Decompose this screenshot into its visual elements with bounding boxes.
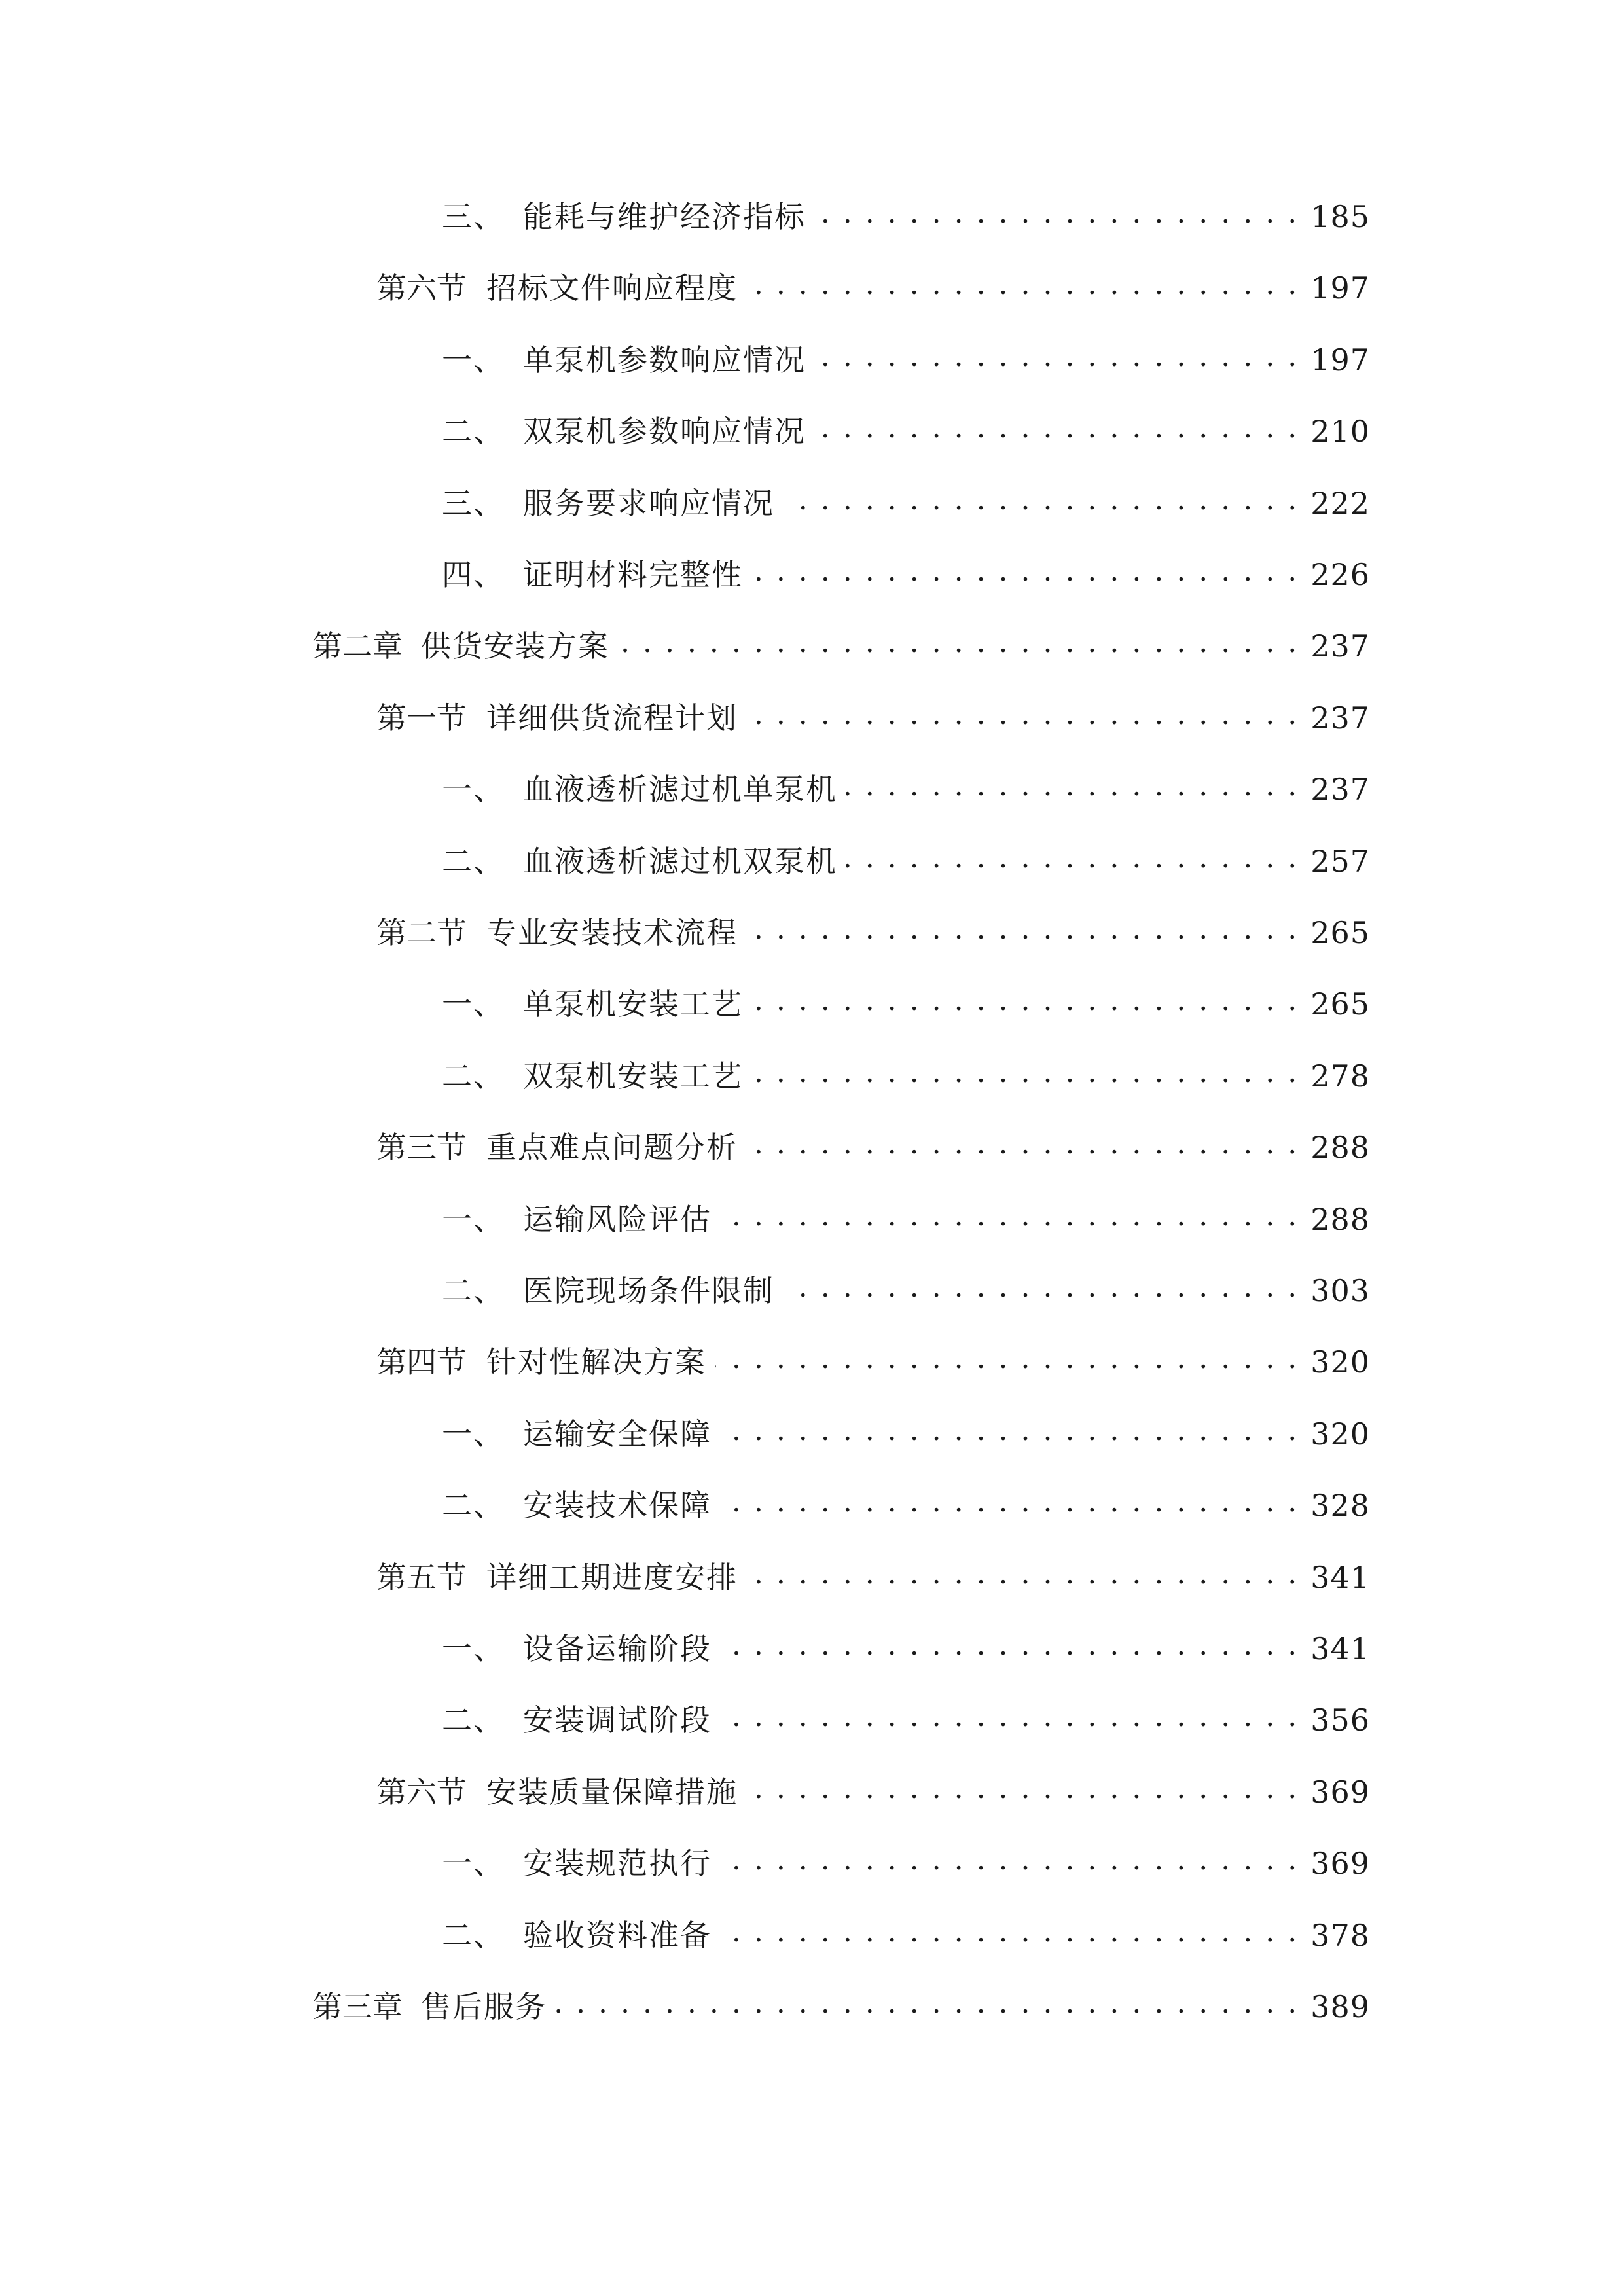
toc-entry-prefix: 第五节	[376, 1560, 467, 1595]
toc-entry-section[interactable]	[376, 682, 1370, 754]
toc-entry-title: 验收资料准备	[523, 1918, 712, 1953]
toc-entry-chapter[interactable]	[312, 1971, 1370, 2043]
toc-entry-item[interactable]	[442, 1899, 1370, 1971]
toc-entry-prefix: 四、	[442, 557, 505, 592]
toc-entry-prefix: 第六节	[376, 270, 467, 306]
toc-entry-page-number: 237	[1310, 772, 1370, 807]
toc-entry-page-number: 257	[1310, 844, 1370, 879]
toc-dot-leader	[715, 1347, 1299, 1377]
toc-entry-title: 医院现场条件限制	[523, 1273, 774, 1308]
toc-entry-page-number: 265	[1310, 986, 1370, 1022]
toc-entry-page-number: 222	[1310, 486, 1370, 521]
toc-entry-item[interactable]	[442, 467, 1370, 539]
toc-entry-item[interactable]	[442, 1040, 1370, 1112]
toc-dot-leader	[815, 345, 1299, 375]
toc-dot-leader	[747, 273, 1299, 303]
toc-entry-page-number: 288	[1310, 1130, 1370, 1165]
toc-entry-prefix: 一、	[442, 342, 505, 378]
toc-entry-title: 安装规范执行	[523, 1846, 712, 1881]
toc-entry-page-number: 389	[1310, 1989, 1370, 2024]
toc-entry-item[interactable]	[442, 968, 1370, 1040]
toc-entry-item[interactable]	[442, 395, 1370, 467]
toc-dot-leader	[747, 1132, 1299, 1162]
toc-entry-prefix: 三、	[442, 486, 505, 521]
toc-entry-prefix: 第二章	[312, 628, 403, 664]
toc-entry-title: 供货安装方案	[421, 628, 609, 664]
toc-entry-section[interactable]	[376, 252, 1370, 324]
toc-entry-page-number: 237	[1310, 628, 1370, 664]
toc-dot-leader	[846, 774, 1299, 804]
toc-entry-page-number: 185	[1310, 199, 1370, 234]
toc-entry-page-number: 369	[1310, 1846, 1370, 1881]
toc-dot-leader	[747, 918, 1299, 948]
toc-entry-page-number: 288	[1310, 1202, 1370, 1237]
toc-entry-page-number: 378	[1310, 1918, 1370, 1953]
toc-entry-item[interactable]	[442, 1613, 1370, 1685]
toc-entry-section[interactable]	[376, 1541, 1370, 1613]
toc-entry-page-number: 278	[1310, 1058, 1370, 1094]
toc-entry-page-number: 341	[1310, 1560, 1370, 1595]
toc-entry-page-number: 197	[1310, 270, 1370, 306]
toc-entry-section[interactable]	[376, 1756, 1370, 1828]
toc-entry-page-number: 328	[1310, 1488, 1370, 1523]
toc-entry-prefix: 二、	[442, 414, 505, 449]
toc-entry-prefix: 第四节	[376, 1344, 467, 1380]
toc-entry-page-number: 341	[1310, 1631, 1370, 1666]
toc-entry-chapter[interactable]	[312, 610, 1370, 682]
toc-entry-page-number: 356	[1310, 1702, 1370, 1738]
toc-entry-page-number: 303	[1310, 1273, 1370, 1308]
toc-entry-item[interactable]	[442, 1183, 1370, 1255]
toc-dot-leader	[721, 1490, 1299, 1520]
toc-entry-page-number: 197	[1310, 342, 1370, 378]
toc-entry-prefix: 一、	[442, 772, 505, 807]
toc-entry-prefix: 二、	[442, 1918, 505, 1953]
toc-entry-item[interactable]	[442, 1827, 1370, 1899]
toc-entry-title: 安装调试阶段	[523, 1702, 712, 1738]
toc-entry-title: 证明材料完整性	[523, 557, 743, 592]
toc-entry-title: 招标文件响应程度	[486, 270, 738, 306]
toc-entry-prefix: 第六节	[376, 1774, 467, 1810]
toc-entry-prefix: 一、	[442, 1202, 505, 1237]
toc-entry-prefix: 二、	[442, 1488, 505, 1523]
toc-dot-leader	[815, 416, 1299, 446]
toc-entry-prefix: 一、	[442, 986, 505, 1022]
toc-entry-item[interactable]	[442, 324, 1370, 396]
toc-dot-leader	[752, 1061, 1299, 1091]
toc-entry-title: 设备运输阶段	[523, 1631, 712, 1666]
toc-entry-title: 能耗与维护经济指标	[523, 199, 806, 234]
toc-dot-leader	[721, 1920, 1299, 1950]
toc-entry-title: 安装技术保障	[523, 1488, 712, 1523]
toc-entry-prefix: 第二节	[376, 915, 467, 950]
toc-entry-prefix: 一、	[442, 1416, 505, 1452]
toc-entry-item[interactable]	[442, 181, 1370, 253]
toc-dot-leader	[846, 846, 1299, 876]
toc-entry-page-number: 237	[1310, 700, 1370, 736]
toc-entry-prefix: 二、	[442, 844, 505, 879]
toc-entry-page-number: 369	[1310, 1774, 1370, 1810]
toc-dot-leader	[784, 488, 1299, 518]
toc-dot-leader	[556, 1992, 1299, 2022]
toc-entry-page-number: 320	[1310, 1416, 1370, 1452]
toc-entry-item[interactable]	[442, 539, 1370, 611]
toc-dot-leader	[747, 703, 1299, 733]
toc-dot-leader	[619, 631, 1299, 661]
toc-dot-leader	[721, 1419, 1299, 1449]
toc-entry-title: 安装质量保障措施	[486, 1774, 738, 1810]
toc-dot-leader	[747, 1777, 1299, 1807]
toc-dot-leader	[721, 1634, 1299, 1664]
toc-dot-leader	[747, 1562, 1299, 1592]
toc-entry-title: 售后服务	[421, 1989, 547, 2024]
toc-dot-leader	[721, 1204, 1299, 1234]
toc-entry-item[interactable]	[442, 1684, 1370, 1756]
toc-entry-prefix: 一、	[442, 1846, 505, 1881]
toc-entry-section[interactable]	[376, 897, 1370, 969]
toc-entry-prefix: 二、	[442, 1273, 505, 1308]
toc-dot-leader	[815, 202, 1299, 232]
toc-entry-item[interactable]	[442, 753, 1370, 825]
toc-entry-title: 运输风险评估	[523, 1202, 712, 1237]
toc-entry-prefix: 三、	[442, 199, 505, 234]
toc-dot-leader	[752, 560, 1299, 590]
toc-entry-prefix: 一、	[442, 1631, 505, 1666]
toc-dot-leader	[721, 1705, 1299, 1735]
toc-entry-title: 单泵机参数响应情况	[523, 342, 806, 378]
toc-entry-item[interactable]	[442, 1255, 1370, 1327]
toc-entry-prefix: 第三章	[312, 1989, 403, 2024]
toc-entry-title: 单泵机安装工艺	[523, 986, 743, 1022]
toc-dot-leader	[721, 1848, 1299, 1878]
toc-entry-prefix: 第一节	[376, 700, 467, 736]
toc-entry-title: 血液透析滤过机单泵机	[523, 772, 837, 807]
toc-entry-prefix: 第三节	[376, 1130, 467, 1165]
toc-entry-page-number: 226	[1310, 557, 1370, 592]
toc-entry-title: 专业安装技术流程	[486, 915, 738, 950]
toc-entry-page-number: 210	[1310, 414, 1370, 449]
toc-entry-prefix: 二、	[442, 1702, 505, 1738]
toc-entry-item[interactable]	[442, 1469, 1370, 1541]
toc-dot-leader	[752, 989, 1299, 1019]
toc-entry-title: 重点难点问题分析	[486, 1130, 738, 1165]
toc-entry-section[interactable]	[376, 1111, 1370, 1183]
toc-entry-title: 运输安全保障	[523, 1416, 712, 1452]
toc-entry-title: 血液透析滤过机双泵机	[523, 844, 837, 879]
toc-entry-title: 双泵机参数响应情况	[523, 414, 806, 449]
toc-entry-item[interactable]	[442, 1398, 1370, 1470]
toc-entry-title: 详细供货流程计划	[486, 700, 738, 736]
toc-entry-section[interactable]	[376, 1326, 1370, 1398]
toc-entry-page-number: 265	[1310, 915, 1370, 950]
toc-entry-page-number: 320	[1310, 1344, 1370, 1380]
toc-entry-title: 针对性解决方案	[486, 1344, 706, 1380]
toc-entry-title: 服务要求响应情况	[523, 486, 774, 521]
toc-entry-item[interactable]	[442, 825, 1370, 897]
toc-entry-prefix: 二、	[442, 1058, 505, 1094]
toc-entry-title: 详细工期进度安排	[486, 1560, 738, 1595]
toc-dot-leader	[784, 1276, 1299, 1306]
toc-entry-title: 双泵机安装工艺	[523, 1058, 743, 1094]
